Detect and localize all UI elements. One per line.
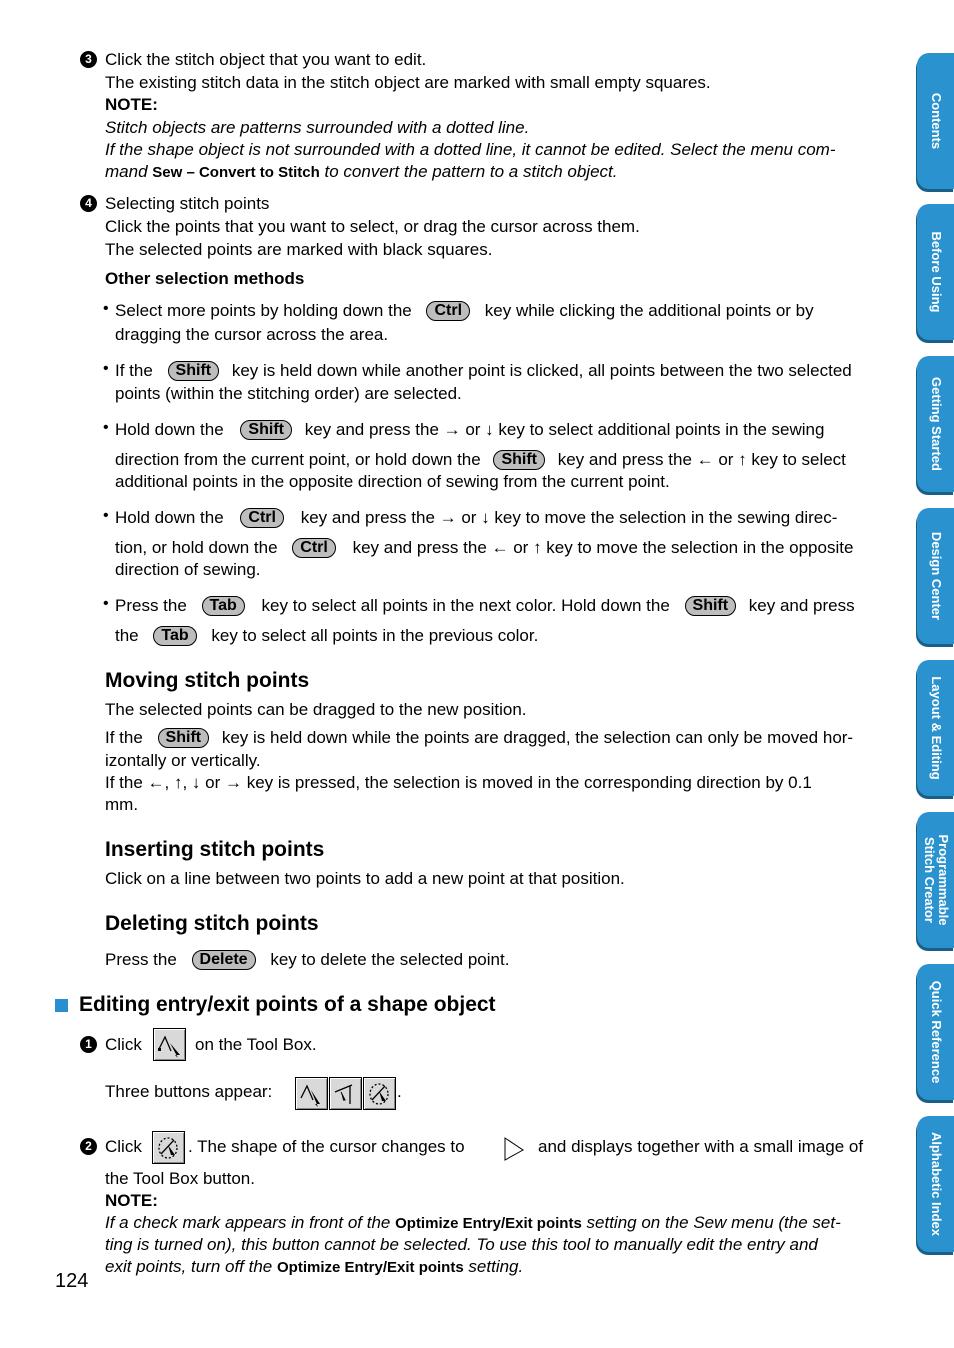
section-heading: Inserting stitch points [105,838,325,861]
ctrl-key: Ctrl [240,508,284,528]
tab-quick-reference[interactable]: Quick Reference [917,964,954,1100]
edit-points-tool-button[interactable] [153,1028,186,1061]
tab-programmable-stitch-creator[interactable] [917,812,954,948]
shift-key: Shift [168,361,220,381]
bullet-text: additional points in the opposite direction of sewing from the current point. [115,472,670,491]
bullet-text: Press the Tab key to select all points in the next color. Hold down the Shift key and press [115,596,855,615]
entry-exit-tool-button[interactable] [152,1131,185,1164]
insert-point-icon [332,1080,359,1107]
subheading: Other selection methods [105,269,305,288]
step-text: and displays together with a small image of [538,1137,864,1156]
shift-key: Shift [493,450,545,470]
note-text: If a check mark appears in front of the Optimize Entry/Exit points setting on the Sew menu (the set- [105,1213,841,1232]
page-number: 124 [55,1270,89,1292]
insert-point-tool-button[interactable] [329,1077,362,1110]
shift-key: Shift [158,728,210,748]
step-text: Click [105,1137,142,1156]
shift-key: Shift [240,420,292,440]
step-text: on the Tool Box. [195,1035,317,1054]
note-text: ting is turned on), this button cannot be selected. To use this tool to manually edit the entry and [105,1235,818,1254]
entry-exit-icon [366,1080,393,1107]
paragraph: izontally or vertically. [105,751,261,770]
bullet-text: Select more points by holding down the Ctrl key while clicking the additional points or by [115,301,814,320]
paragraph: Click on a line between two points to add a new point at that position. [105,869,625,888]
bullet-icon: • [103,595,109,612]
select-point-icon [298,1080,325,1107]
ctrl-key: Ctrl [292,538,336,558]
step-text: Three buttons appear: [105,1082,273,1101]
tab-label-psc: Programmable Stitch Creator [921,834,951,926]
bullet-text: If the Shift key is held down while another point is clicked, all points between the two selected [115,361,852,380]
step4-desc: Click the points that you want to select, or drag the cursor across them. [105,217,640,236]
note-text: Stitch objects are patterns surrounded with a dotted line. [105,118,530,137]
delete-key: Delete [192,950,256,970]
section-square-icon [55,999,68,1012]
edit-points-icon [156,1031,183,1058]
step-number: 3 [80,51,97,68]
menu-command: Sew – Convert to Stitch [152,164,320,181]
note-label: NOTE: [105,1191,158,1210]
entry-exit-icon [155,1134,182,1161]
step-number: 4 [80,195,97,212]
bullet-text: the Tab key to select all points in the previous color. [115,626,539,645]
bullet-icon: • [103,507,109,524]
tab-layout-editing[interactable]: Layout & Editing [917,660,954,796]
step-text: Click [105,1035,142,1054]
menu-setting: Optimize Entry/Exit points [277,1259,464,1276]
bullet-text: Hold down the Ctrl key and press the → or ↓ key to move the selection in the sewing direc- [115,508,838,527]
bullet-text: Hold down the Shift key and press the → or ↓ key to select additional points in the sewing [115,420,825,439]
section-heading: Editing entry/exit points of a shape object [79,993,496,1016]
tab-alphabetic-index[interactable]: Alphabetic Index [917,1116,954,1252]
note-label: NOTE: [105,95,158,114]
tab-key: Tab [153,626,196,646]
shift-key: Shift [685,596,737,616]
step4-desc: The selected points are marked with black squares. [105,240,493,259]
paragraph: If the Shift key is held down while the points are dragged, the selection can only be moved hor- [105,728,854,747]
step3-desc: The existing stitch data in the stitch object are marked with small empty squares. [105,73,711,92]
bullet-text: dragging the cursor across the area. [115,325,389,344]
tab-key: Tab [202,596,245,616]
paragraph: mm. [105,795,139,814]
bullet-icon: • [103,300,109,317]
step-text: . The shape of the cursor changes to [188,1137,465,1156]
note-text: If the shape object is not surrounded with a dotted line, it cannot be edited. Select the menu com- [105,140,836,159]
step3-title: Click the stitch object that you want to edit. [105,50,427,69]
tab-contents[interactable]: Contents [917,53,954,189]
select-point-tool-button[interactable] [295,1077,328,1110]
step-text: . [397,1082,402,1101]
step-text: the Tool Box button. [105,1169,255,1188]
paragraph: The selected points can be dragged to the new position. [105,700,527,719]
bullet-text: direction of sewing. [115,560,261,579]
note-text: exit points, turn off the Optimize Entry/Exit points setting. [105,1257,524,1276]
bullet-text: tion, or hold down the Ctrl key and press the ← or ↑ key to move the selection in the opposite [115,538,854,557]
menu-setting: Optimize Entry/Exit points [395,1215,582,1232]
step4-title: Selecting stitch points [105,194,270,213]
tab-before-using[interactable]: Before Using [917,204,954,340]
bullet-icon: • [103,360,109,377]
paragraph: Press the Delete key to delete the selected point. [105,950,510,969]
step-number: 2 [80,1138,97,1155]
section-heading: Deleting stitch points [105,912,319,935]
bullet-text: points (within the stitching order) are selected. [115,384,462,403]
bullet-text: direction from the current point, or hold down the Shift key and press the ← or ↑ key to select [115,450,846,469]
tab-getting-started[interactable]: Getting Started [917,356,954,492]
tab-design-center[interactable]: Design Center [917,508,954,644]
paragraph: If the ←, ↑, ↓ or → key is pressed, the selection is moved in the corresponding direction by 0.1 [105,773,812,792]
ctrl-key: Ctrl [426,301,470,321]
entry-exit-tool-button[interactable] [363,1077,396,1110]
note-text: mand Sew – Convert to Stitch to convert the pattern to a stitch object. [105,162,618,181]
bullet-icon: • [103,419,109,436]
step-number: 1 [80,1036,97,1053]
cursor-arrow-icon [503,1136,525,1162]
section-heading: Moving stitch points [105,669,310,692]
